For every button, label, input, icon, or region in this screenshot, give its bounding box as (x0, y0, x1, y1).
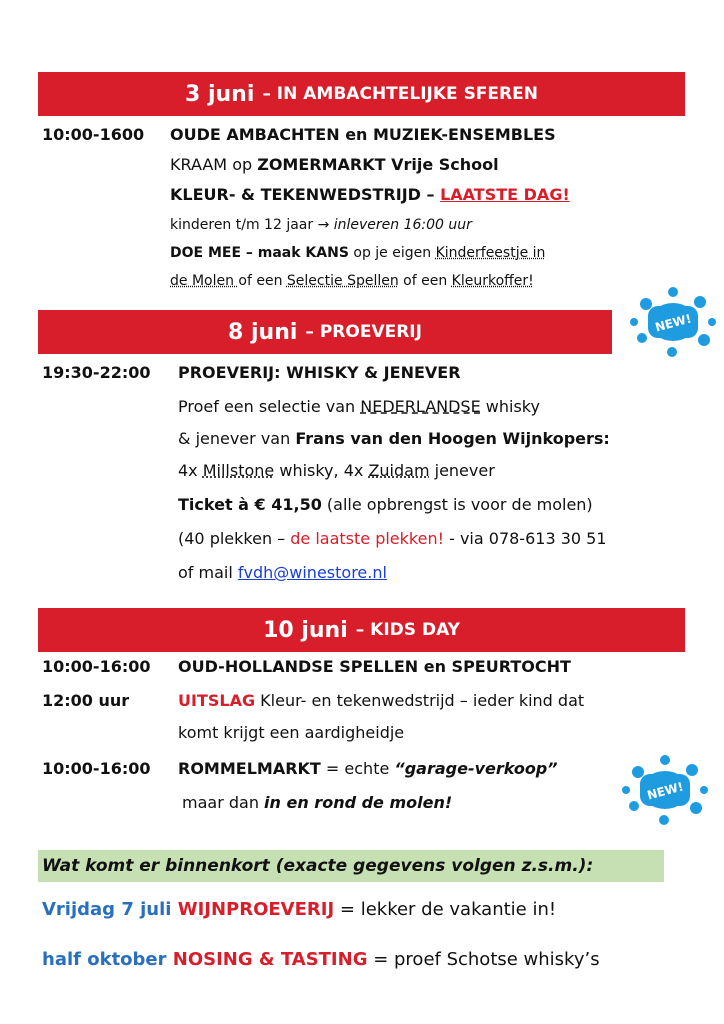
s1-line3b: LAATSTE DAG! (440, 185, 570, 204)
band-title: – KIDS DAY (355, 620, 460, 640)
s1-time: 10:00-1600 (42, 125, 145, 144)
s2-line6b: de laatste plekken! (290, 529, 445, 548)
event2-date: half oktober (42, 949, 173, 970)
s3-line4c: “garage-verkoop” (394, 759, 558, 778)
band-title: – IN AMBACHTELIJKE SFEREN (262, 84, 538, 104)
s2-line4a: 4x (178, 461, 203, 480)
s3-time1: 10:00-16:00 (42, 657, 151, 676)
s2-line3 (178, 428, 610, 450)
s2-line2a: Proef een selectie van (178, 397, 361, 416)
s1-line2 (170, 154, 499, 176)
s3-line5a: maar dan (182, 793, 265, 812)
s2-line4d: Zuidam (368, 461, 430, 480)
event1-date: Vrijdag 7 juli (42, 899, 178, 920)
s3-time3: 10:00-16:00 (42, 759, 151, 778)
s1-line6a: de Molen (170, 273, 239, 289)
s2-line4b: Millstone (202, 461, 275, 480)
s2-line6a: (40 plekken – (178, 529, 291, 548)
new-splash-icon (628, 284, 718, 360)
band-title: – PROEVERIJ (305, 322, 422, 342)
s3-time2: 12:00 uur (42, 691, 130, 710)
s3-line4b: = echte (320, 759, 395, 778)
upcoming-heading-text: Wat komt er binnenkort (exacte gegevens volgen z.s.m.): (42, 856, 594, 876)
s3-line2 (178, 690, 584, 712)
email-link[interactable]: fvdh@winestore.nl (237, 563, 387, 582)
section-band-10-juni (38, 608, 685, 652)
s2-line3a: & jenever van (178, 429, 296, 448)
s2-line5b: (alle opbrengst is voor de molen) (321, 495, 593, 514)
s1-line6c: Selectie Spellen (286, 273, 399, 289)
s2-line7 (178, 562, 387, 584)
s1-line4 (170, 214, 472, 236)
s1-line2a: KRAAM op (170, 155, 258, 174)
s1-line4b: → inleveren 16:00 uur (317, 217, 472, 233)
band-date: 8 juni (228, 319, 298, 345)
new-badge-label: NEW! (653, 311, 693, 335)
s1-line5 (170, 242, 545, 264)
upcoming-event-2 (42, 948, 600, 972)
section-band-3-juni (38, 72, 685, 116)
s1-line1: OUDE AMBACHTEN en MUZIEK-ENSEMBLES (170, 125, 556, 144)
s1-line3 (170, 184, 570, 206)
s1-line2b: ZOMERMARKT Vrije School (257, 155, 499, 174)
s2-line4 (178, 460, 495, 482)
s1-line5b: op je eigen (348, 245, 436, 261)
s1-line5a: DOE MEE – maak KANS (170, 245, 349, 261)
s2-line2 (178, 396, 540, 418)
s2-line2b: NEDERLANDSE (360, 397, 481, 416)
s2-line7a: of mail (178, 563, 238, 582)
s3-line4a: ROMMELMARKT (178, 759, 321, 778)
s2-line1: PROEVERIJ: WHISKY & JENEVER (178, 363, 461, 382)
band-date: 3 juni (185, 81, 255, 107)
s3-line4 (178, 758, 558, 780)
s2-line3b: Frans van den Hoogen Wijnkopers: (295, 429, 610, 448)
s1-line6e: Kleurkoffer! (451, 273, 534, 289)
s1-line6b: of een (238, 273, 287, 289)
s3-line5 (182, 792, 452, 814)
s2-line6c: - via 078-613 30 51 (444, 529, 607, 548)
s1-line4a: kinderen t/m 12 jaar (170, 217, 318, 233)
event2-name: NOSING & TASTING (172, 949, 368, 970)
s3-line3: komt krijgt een aardigheidje (178, 723, 405, 742)
s1-line6 (170, 270, 534, 292)
event1-desc: = lekker de vakantie in! (334, 899, 557, 920)
s1-line3a: KLEUR- & TEKENWEDSTRIJD – (170, 185, 441, 204)
s2-line4e: jenever (429, 461, 495, 480)
s3-line2a: UITSLAG (178, 691, 256, 710)
upcoming-heading (38, 850, 664, 882)
s2-line5 (178, 494, 593, 516)
s1-line5c: Kinderfeestje in (435, 245, 546, 261)
s2-line5a: Ticket à € 41,50 (178, 495, 322, 514)
s3-line2b: Kleur- en tekenwedstrijd – ieder kind dat (255, 691, 585, 710)
upcoming-event-1 (42, 898, 556, 922)
s2-time: 19:30-22:00 (42, 363, 151, 382)
event2-desc: = proef Schotse whisky’s (367, 949, 600, 970)
event1-name: WIJNPROEVERIJ (177, 899, 335, 920)
s1-line6d: of een (398, 273, 452, 289)
new-splash-icon (620, 752, 710, 828)
s2-line4c: whisky, 4x (274, 461, 369, 480)
band-date: 10 juni (263, 617, 348, 643)
s2-line6 (178, 528, 607, 550)
s3-line1: OUD-HOLLANDSE SPELLEN en SPEURTOCHT (178, 657, 571, 676)
section-band-8-juni (38, 310, 612, 354)
s3-line5b: in en rond de molen! (264, 793, 453, 812)
new-badge-label: NEW! (645, 779, 685, 803)
s2-line2c: whisky (480, 397, 540, 416)
